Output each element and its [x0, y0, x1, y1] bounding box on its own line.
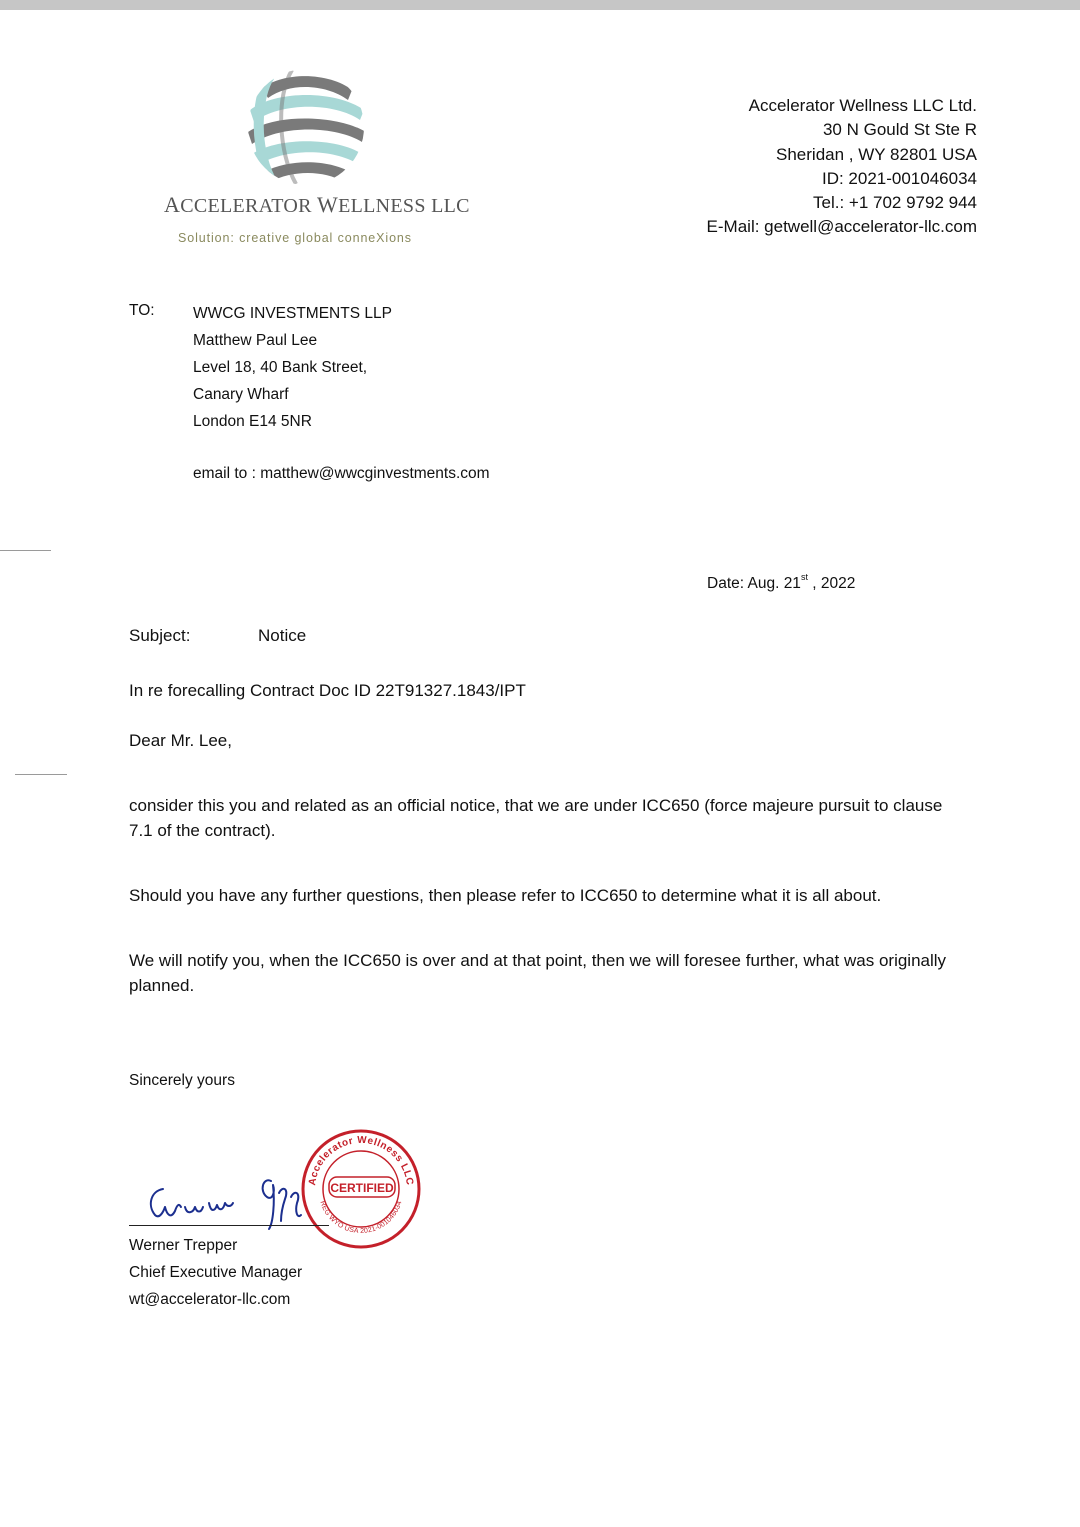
body-paragraph-2: Should you have any further questions, then please refer to ICC650 to determine what it is all about.	[129, 886, 882, 905]
company-logo-text	[164, 192, 470, 218]
closing: Sincerely yours	[129, 1072, 235, 1089]
to-label: TO:	[129, 302, 155, 319]
logo-text-a: A	[164, 192, 181, 217]
letter-date	[707, 574, 855, 593]
sender-city: Sheridan , WY 82801 USA	[776, 144, 977, 164]
stamp-ring-top-text: Accelerator Wellness LLC	[307, 1134, 415, 1187]
contract-reference: In re forecalling Contract Doc ID 22T91327.1843/IPT	[129, 681, 526, 700]
date-year: , 2022	[807, 575, 856, 593]
subject-value: Notice	[258, 626, 307, 645]
fold-mark-top	[0, 550, 51, 551]
sender-name: Accelerator Wellness LLC Ltd.	[748, 96, 977, 115]
recipient-address-block	[193, 300, 392, 435]
body-paragraph-3: We will notify you, when the ICC650 is over and at that point, then we will foresee further, what was originally planned.	[129, 951, 947, 995]
svg-text:REG WYO USA 2021-001046034	[318, 1200, 403, 1235]
sender-email: E-Mail: getwell@accelerator-llc.com	[706, 217, 977, 237]
date-ordinal: st	[800, 572, 808, 582]
signer-email: wt@accelerator-llc.com	[129, 1291, 291, 1308]
signer-name: Werner Trepper	[129, 1237, 238, 1254]
signature-line	[129, 1225, 329, 1226]
logo-text-w: W	[317, 192, 339, 217]
recipient-street: Level 18, 40 Bank Street,	[193, 359, 368, 376]
logo-text-ellness: ELLNESS	[338, 195, 432, 217]
sender-street: 30 N Gould St Ste R	[822, 120, 977, 140]
recipient-person: Matthew Paul Lee	[193, 332, 318, 349]
salutation: Dear Mr. Lee,	[129, 731, 232, 750]
recipient-company: WWCG INVESTMENTS LLP	[193, 305, 392, 322]
company-tagline: Solution: creative global conneXions	[178, 231, 412, 245]
signer-title: Chief Executive Manager	[129, 1264, 303, 1281]
signer-block	[129, 1232, 302, 1313]
body-paragraph-1: consider this you and related as an official notice, that we are under ICC650 (force majeure pursuit to clause 7.1 of the contract).	[129, 796, 943, 840]
page-top-bar	[0, 0, 1080, 10]
sender-address-block	[707, 94, 977, 240]
certified-stamp	[299, 1127, 423, 1251]
fold-mark-bottom	[15, 774, 67, 775]
sender-id: ID: 2021-001046034	[821, 168, 977, 188]
sender-tel: Tel.: +1 702 9792 944	[813, 193, 977, 213]
date-main: Date: Aug. 21	[707, 575, 801, 593]
recipient-email: email to : matthew@wwcginvestments.com	[193, 465, 490, 482]
logo-text-ccelerator: CCELERATOR	[180, 195, 318, 217]
stamp-center-text: CERTIFIED	[330, 1181, 394, 1195]
logo-text-llc: LLC	[431, 195, 470, 217]
recipient-city: London E14 5NR	[193, 413, 312, 430]
recipient-district: Canary Wharf	[193, 386, 289, 403]
stamp-ring-bottom-text: REG WYO USA 2021-001046034	[318, 1200, 404, 1236]
company-logo-icon	[240, 66, 372, 188]
subject-label: Subject:	[129, 626, 191, 645]
